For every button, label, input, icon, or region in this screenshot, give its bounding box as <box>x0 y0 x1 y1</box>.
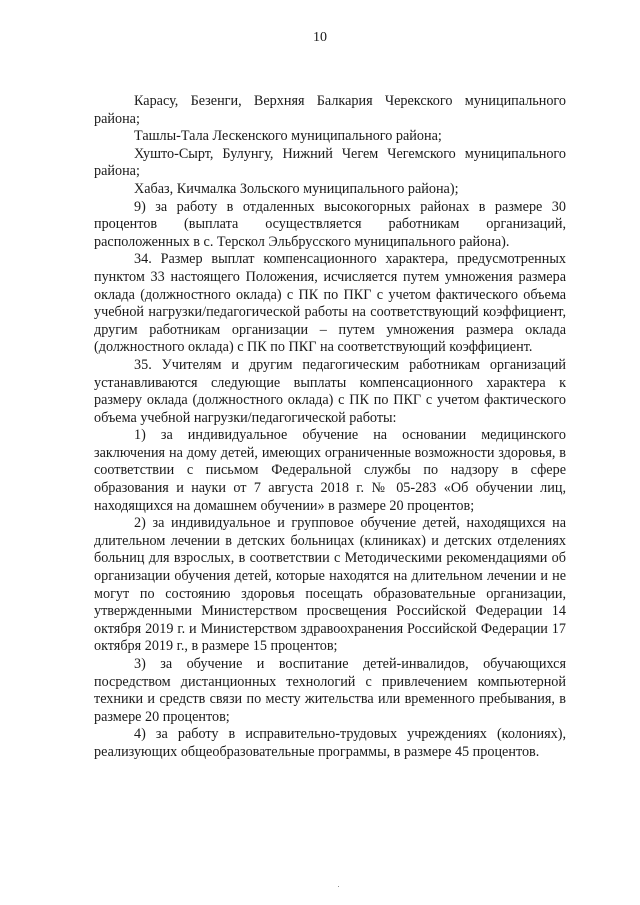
paragraph-section-34: 34. Размер выплат компенсационного характера, предусмотренных пунктом 33 настоящего Положения, исчисляется путем умножения размера оклада (должностного оклада) с ПК по ПКГ с учетом фактического объема учебной нагрузки/педагогической работы на соответствующий коэффициент, другим работникам организации – путем умножения размера оклада (должностного оклада) с ПК по ПКГ на соответствующий коэффициент. <box>94 251 566 356</box>
paragraph-chegem-district: Хушто-Сырт, Булунгу, Нижний Чегем Чегемского муниципального района; <box>94 145 566 180</box>
paragraph-section-35: 35. Учителям и другим педагогическим работникам организаций устанавливаются следующие выплаты компенсационного характера к размеру оклада (должностного оклада) с ПК по ПКГ с учетом фактического объема учебной нагрузки/педагогической работы: <box>94 356 566 426</box>
document-body <box>94 93 566 762</box>
paragraph-zolsky-district: Хабаз, Кичмалка Зольского муниципального района); <box>134 180 459 197</box>
paragraph-item-3-distance-learning: 3) за обучение и воспитание детей-инвалидов, обучающихся посредством дистанционных технологий с привлечением компьютерной техники и средств связи по месту жительства или временного пребывания, в размере 20 процентов; <box>94 656 566 725</box>
paragraph-item-9-highlands: 9) за работу в отдаленных высокогорных районах в размере 30 процентов (выплата осуществляется работникам организаций, расположенных в с. Терскол Эльбрусского муниципального района). <box>94 198 566 250</box>
paragraph-leskensky-district: Ташлы-Тала Лескенского муниципального района; <box>134 128 442 145</box>
paragraph-item-4-correctional-facilities: 4) за работу в исправительно-трудовых учреждениях (колониях), реализующих общеобразовательные программы, в размере 45 процентов. <box>94 726 566 760</box>
paragraph-item-1-home-education: 1) за индивидуальное обучение на основании медицинского заключения на дому детей, имеющих ограниченные возможности здоровья, в соответствии с письмом Федеральной службы по надзору в сфере образования и науки от 7 августа 2018 г. № 05-283 «Об обучении лиц, находящихся на домашнем обучении» в размере 20 процентов; <box>94 427 566 514</box>
page-number: 10 <box>313 30 327 45</box>
paragraph-cherek-district: Карасу, Безенги, Верхняя Балкария Черекского муниципального района; <box>94 93 566 127</box>
paragraph-item-2-hospital-education: 2) за индивидуальное и групповое обучение детей, находящихся на длительном лечении в детских больницах (клиниках) и детских отделениях больниц для взрослых, в соответствии с Методическими рекомендациями об организации обучения детей, которые находятся на длительном лечении и не могут по состоянию здоровья посещать образовательные организации, утвержденными Министерством просвещения Российской Федерации 14 октября 2019 г. и Министерством здравоохранения Российской Федерации 17 октября 2019 г., в размере 15 процентов; <box>94 515 566 655</box>
scan-artifact <box>338 886 339 887</box>
